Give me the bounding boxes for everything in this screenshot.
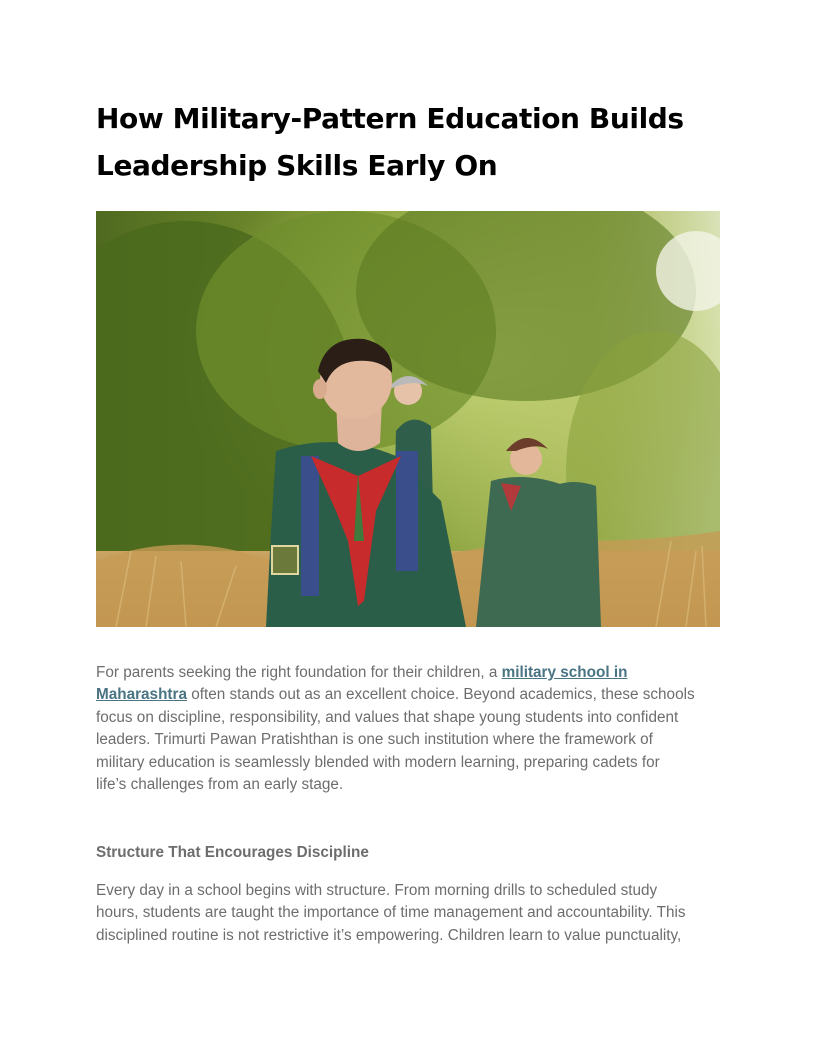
intro-line-1 [96,662,720,684]
intro-line-4: leaders. Trimurti Pawan Pratishthan is one such institution where the framework of [96,731,653,749]
intro-text-2: often stands out as an excellent choice. Beyond academics, these schools [186,686,695,704]
intro-line-6: life’s challenges from an early stage. [96,776,344,794]
section-line-2: hours, students are taught the importance of time management and accountability. This [96,904,686,922]
intro-line-2 [96,684,720,706]
article-title [96,95,720,189]
article-title-line-1: How Military-Pattern Education Builds [96,102,684,135]
intro-paragraph [96,662,720,796]
intro-line-5: military education is seamlessly blended with modern learning, preparing cadets for [96,753,660,771]
section-heading: Structure That Encourages Discipline [96,844,369,861]
section-line-1: Every day in a school begins with structure. From morning drills to scheduled study [96,882,658,899]
section-paragraph [96,880,720,947]
article-title-line-2: Leadership Skills Early On [96,149,498,182]
military-school-link[interactable]: military school in [501,664,628,681]
intro-text-1: For parents seeking the right foundation for their children, a [96,664,502,681]
military-school-link-continued[interactable]: Maharashtra [96,686,187,704]
section-line-3: disciplined routine is not restrictive it’s empowering. Children learn to value punctuality, [96,926,682,944]
hero-photo [96,211,720,627]
intro-line-3: focus on discipline, responsibility, and values that shape young students into confident [96,708,679,726]
